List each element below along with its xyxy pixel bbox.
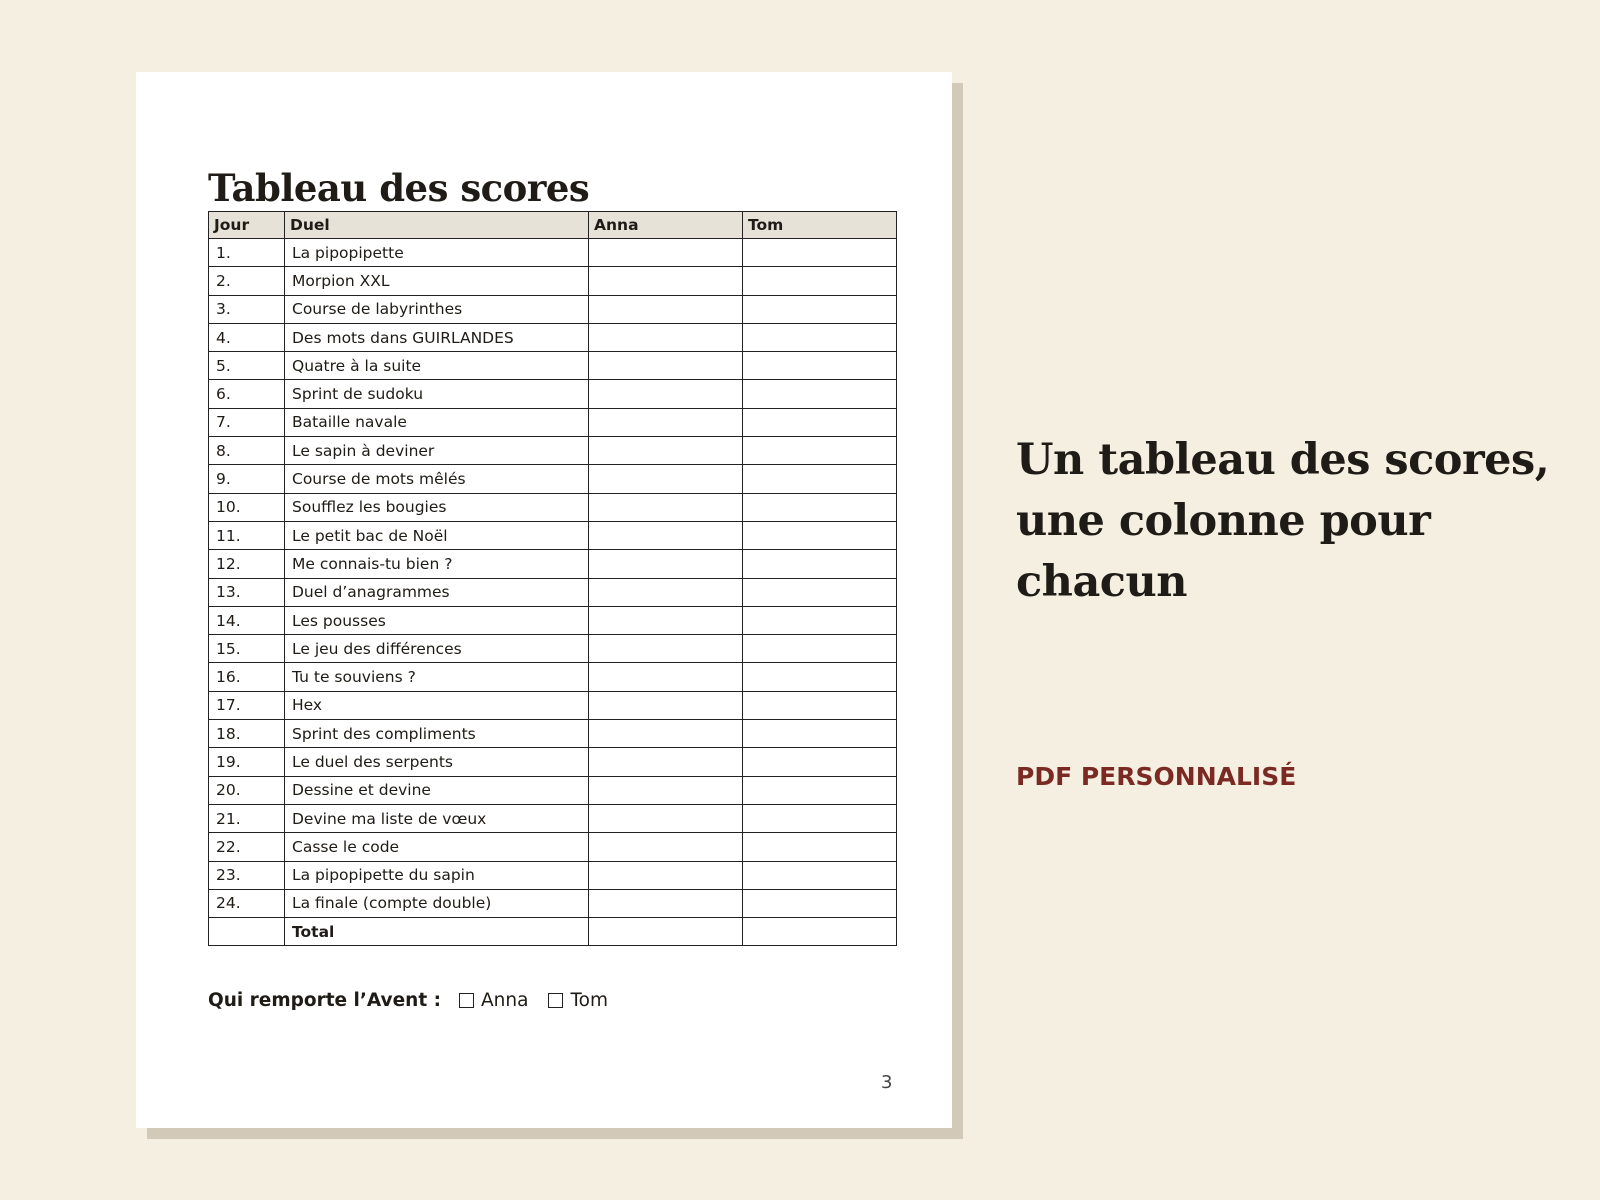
score-cell-player2[interactable] <box>743 776 897 804</box>
table-row <box>209 804 897 832</box>
headline: Un tableau des scores, une colonne pour chacun <box>1016 435 1550 607</box>
table-row <box>209 437 897 465</box>
total-score-player2[interactable] <box>743 918 897 946</box>
day-cell: 6. <box>209 380 285 408</box>
score-cell-player2[interactable] <box>743 861 897 889</box>
score-cell-player2[interactable] <box>743 889 897 917</box>
day-cell: 10. <box>209 493 285 521</box>
day-cell: 8. <box>209 437 285 465</box>
score-cell-player2[interactable] <box>743 635 897 663</box>
score-cell-player2[interactable] <box>743 663 897 691</box>
score-cell-player2[interactable] <box>743 352 897 380</box>
table-row <box>209 720 897 748</box>
day-cell: 24. <box>209 889 285 917</box>
duel-cell: Sprint des compliments <box>285 720 589 748</box>
score-cell-player1[interactable] <box>589 776 743 804</box>
duel-cell: Le petit bac de Noël <box>285 521 589 549</box>
score-cell-player1[interactable] <box>589 748 743 776</box>
duel-cell: Des mots dans GUIRLANDES <box>285 323 589 351</box>
score-cell-player1[interactable] <box>589 352 743 380</box>
score-cell-player2[interactable] <box>743 267 897 295</box>
table-row <box>209 239 897 267</box>
score-cell-player2[interactable] <box>743 380 897 408</box>
score-cell-player1[interactable] <box>589 606 743 634</box>
score-cell-player2[interactable] <box>743 578 897 606</box>
day-cell: 12. <box>209 550 285 578</box>
duel-cell: Les pousses <box>285 606 589 634</box>
score-cell-player1[interactable] <box>589 663 743 691</box>
score-cell-player1[interactable] <box>589 889 743 917</box>
day-cell: 19. <box>209 748 285 776</box>
day-cell: 9. <box>209 465 285 493</box>
table-row <box>209 408 897 436</box>
score-cell-player1[interactable] <box>589 295 743 323</box>
score-cell-player2[interactable] <box>743 804 897 832</box>
score-cell-player1[interactable] <box>589 408 743 436</box>
table-row <box>209 833 897 861</box>
table-row <box>209 578 897 606</box>
score-cell-player1[interactable] <box>589 720 743 748</box>
duel-cell: Sprint de sudoku <box>285 380 589 408</box>
score-cell-player1[interactable] <box>589 804 743 832</box>
duel-cell: Soufflez les bougies <box>285 493 589 521</box>
score-table <box>208 211 897 946</box>
duel-cell: La pipopipette du sapin <box>285 861 589 889</box>
day-cell: 14. <box>209 606 285 634</box>
duel-cell: Morpion XXL <box>285 267 589 295</box>
day-cell: 13. <box>209 578 285 606</box>
score-cell-player2[interactable] <box>743 521 897 549</box>
day-cell: 16. <box>209 663 285 691</box>
table-row <box>209 691 897 719</box>
score-cell-player1[interactable] <box>589 833 743 861</box>
table-row <box>209 323 897 351</box>
duel-cell: Duel d’anagrammes <box>285 578 589 606</box>
duel-cell: Course de labyrinthes <box>285 295 589 323</box>
day-cell: 15. <box>209 635 285 663</box>
score-cell-player1[interactable] <box>589 550 743 578</box>
table-row <box>209 889 897 917</box>
duel-cell: La pipopipette <box>285 239 589 267</box>
winner-option-tom[interactable] <box>548 990 608 1011</box>
score-cell-player2[interactable] <box>743 606 897 634</box>
duel-cell: Quatre à la suite <box>285 352 589 380</box>
total-row <box>209 918 897 946</box>
table-row <box>209 493 897 521</box>
day-cell: 4. <box>209 323 285 351</box>
day-cell: 7. <box>209 408 285 436</box>
winner-option-label: Tom <box>570 990 608 1011</box>
score-cell-player2[interactable] <box>743 295 897 323</box>
table-row <box>209 267 897 295</box>
day-cell: 23. <box>209 861 285 889</box>
header-player2: Tom <box>743 212 897 239</box>
duel-cell: Devine ma liste de vœux <box>285 804 589 832</box>
score-cell-player2[interactable] <box>743 437 897 465</box>
duel-cell: Me connais-tu bien ? <box>285 550 589 578</box>
duel-cell: Course de mots mêlés <box>285 465 589 493</box>
day-cell: 17. <box>209 691 285 719</box>
score-cell-player2[interactable] <box>743 833 897 861</box>
table-row <box>209 748 897 776</box>
score-cell-player1[interactable] <box>589 493 743 521</box>
score-cell-player1[interactable] <box>589 465 743 493</box>
day-cell: 11. <box>209 521 285 549</box>
duel-cell: Le sapin à deviner <box>285 437 589 465</box>
score-cell-player2[interactable] <box>743 465 897 493</box>
table-header-row <box>209 212 897 239</box>
score-cell-player1[interactable] <box>589 578 743 606</box>
day-cell: 22. <box>209 833 285 861</box>
score-cell-player2[interactable] <box>743 239 897 267</box>
total-label: Total <box>285 918 589 946</box>
table-row <box>209 861 897 889</box>
day-cell: 5. <box>209 352 285 380</box>
header-duel: Duel <box>285 212 589 239</box>
duel-cell: Bataille navale <box>285 408 589 436</box>
duel-cell: La finale (compte double) <box>285 889 589 917</box>
table-row <box>209 465 897 493</box>
table-row <box>209 606 897 634</box>
table-row <box>209 295 897 323</box>
total-day-cell <box>209 918 285 946</box>
score-cell-player2[interactable] <box>743 748 897 776</box>
score-cell-player1[interactable] <box>589 239 743 267</box>
table-row <box>209 521 897 549</box>
table-row <box>209 776 897 804</box>
score-cell-player2[interactable] <box>743 408 897 436</box>
duel-cell: Tu te souviens ? <box>285 663 589 691</box>
duel-cell: Hex <box>285 691 589 719</box>
duel-cell: Casse le code <box>285 833 589 861</box>
score-rows <box>209 239 897 918</box>
score-cell-player1[interactable] <box>589 521 743 549</box>
document-page <box>136 72 952 1128</box>
table-row <box>209 550 897 578</box>
winner-question <box>208 990 628 1011</box>
score-cell-player1[interactable] <box>589 437 743 465</box>
score-cell-player2[interactable] <box>743 323 897 351</box>
table-row <box>209 635 897 663</box>
winner-option-anna[interactable] <box>459 990 528 1011</box>
score-cell-player1[interactable] <box>589 861 743 889</box>
duel-cell: Le duel des serpents <box>285 748 589 776</box>
table-row <box>209 663 897 691</box>
header-day: Jour <box>209 212 285 239</box>
winner-label: Qui remporte l’Avent : <box>208 990 442 1011</box>
score-cell-player1[interactable] <box>589 380 743 408</box>
header-player1: Anna <box>589 212 743 239</box>
checkbox-icon[interactable] <box>459 993 474 1008</box>
score-cell-player2[interactable] <box>743 550 897 578</box>
pdf-badge: PDF PERSONNALISÉ <box>1016 762 1297 791</box>
day-cell: 1. <box>209 239 285 267</box>
duel-cell: Dessine et devine <box>285 776 589 804</box>
table-row <box>209 380 897 408</box>
score-cell-player1[interactable] <box>589 323 743 351</box>
score-cell-player2[interactable] <box>743 691 897 719</box>
score-cell-player1[interactable] <box>589 635 743 663</box>
page-title: Tableau des scores <box>208 166 590 210</box>
day-cell: 20. <box>209 776 285 804</box>
page-number: 3 <box>881 1072 893 1093</box>
score-cell-player2[interactable] <box>743 720 897 748</box>
score-cell-player1[interactable] <box>589 691 743 719</box>
day-cell: 2. <box>209 267 285 295</box>
duel-cell: Le jeu des différences <box>285 635 589 663</box>
day-cell: 18. <box>209 720 285 748</box>
winner-option-label: Anna <box>481 990 529 1011</box>
table-row <box>209 352 897 380</box>
total-score-player1[interactable] <box>589 918 743 946</box>
day-cell: 21. <box>209 804 285 832</box>
score-cell-player2[interactable] <box>743 493 897 521</box>
checkbox-icon[interactable] <box>548 993 563 1008</box>
score-cell-player1[interactable] <box>589 267 743 295</box>
day-cell: 3. <box>209 295 285 323</box>
